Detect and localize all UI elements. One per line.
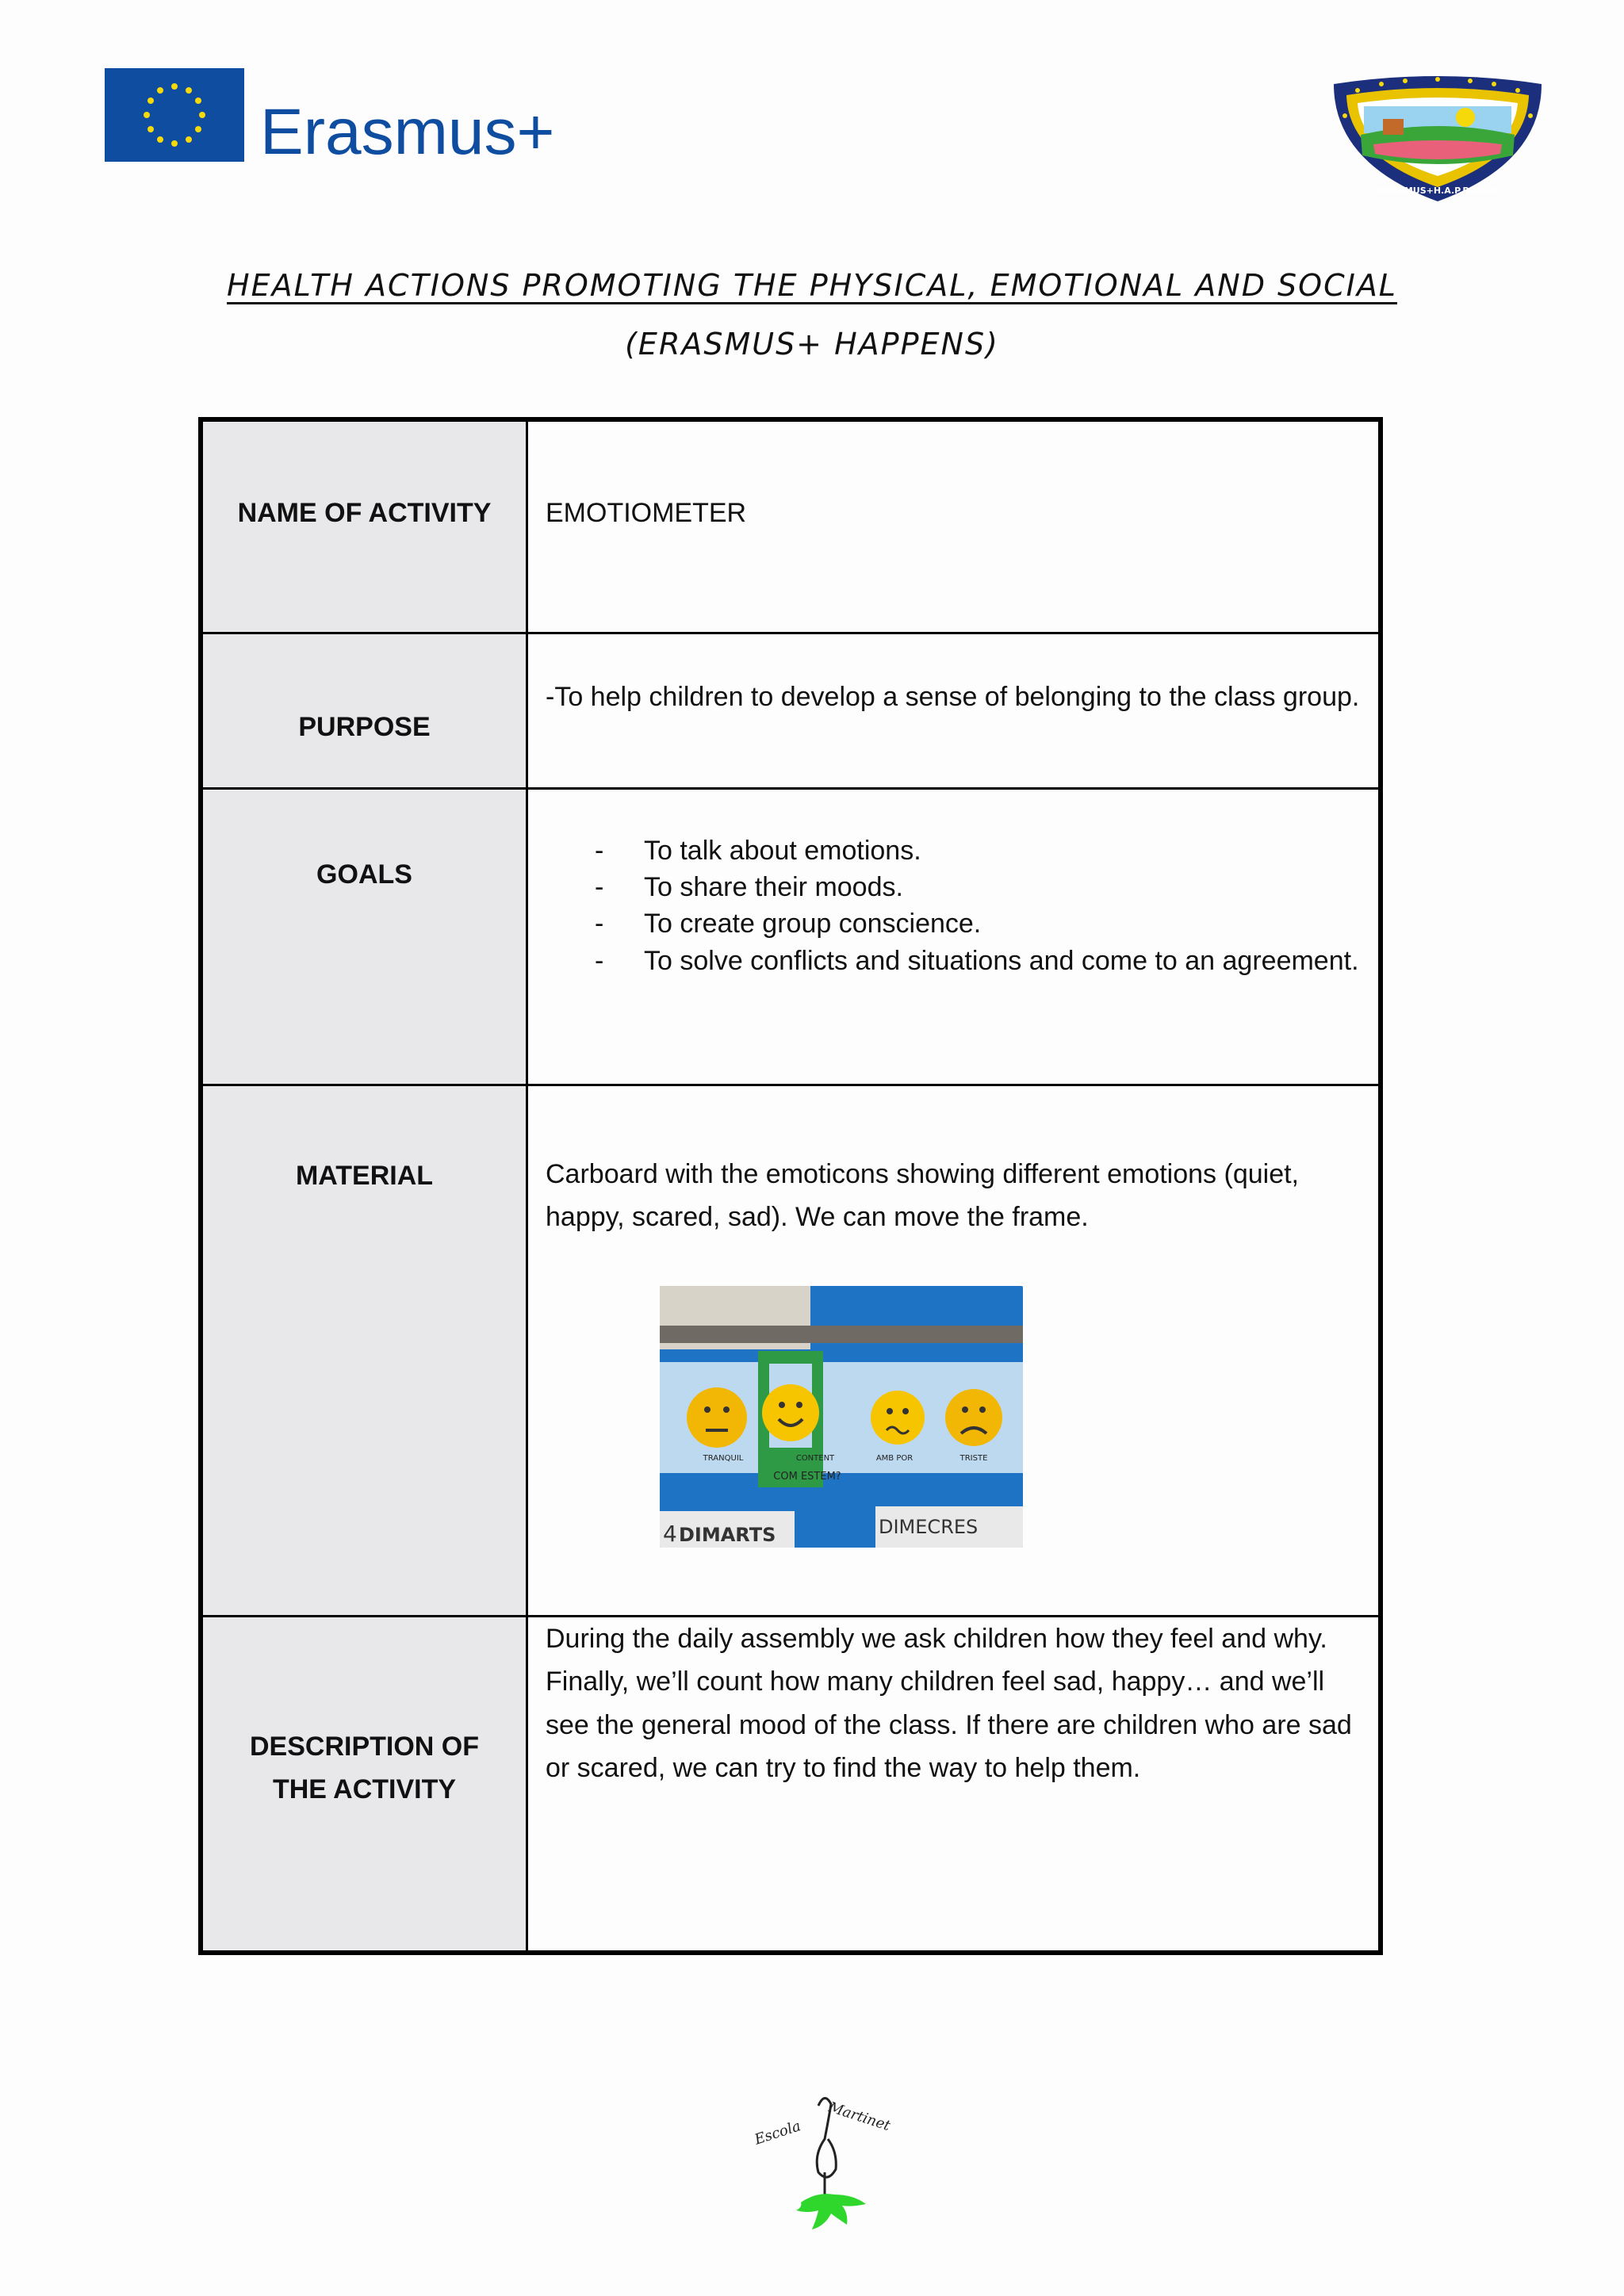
- goal-item: - To create group conscience.: [595, 905, 1361, 942]
- activity-table: [198, 417, 1383, 1955]
- name-of-activity-value: EMOTIOMETER: [528, 422, 1378, 634]
- description-value: During the daily assembly we ask children how they feel and why. Finally, we’ll count how many children feel sad, happy… and we’ll see the general mood of the class. If there are children who are sad or scared, we can try to find the way to help them.: [528, 1617, 1378, 1950]
- photo-day-1: DIMARTS: [679, 1524, 776, 1546]
- photo-label-scared: AMB POR: [875, 1454, 914, 1463]
- photo-question: COM ESTEM?: [773, 1471, 841, 1483]
- erasmus-wordmark: Erasmus+: [260, 96, 555, 168]
- photo-day-number: 4: [663, 1521, 677, 1547]
- header-logos: [0, 0, 1624, 238]
- photo-label-happy: CONTENT: [795, 1454, 835, 1463]
- material-label: MATERIAL: [203, 1086, 528, 1617]
- material-text: Carboard with the emoticons showing different emotions (quiet, happy, scared, sad). We can move the frame.: [546, 1159, 1299, 1233]
- house-icon: [1383, 119, 1404, 135]
- school-badge-logo: [1326, 68, 1549, 205]
- logo-text-escola: Escola: [752, 2118, 803, 2149]
- goal-item: - To share their moods.: [595, 869, 1361, 905]
- logo-text-martinet: Martinet: [826, 2099, 893, 2135]
- photo-label-quiet: TRANQUIL: [703, 1454, 744, 1463]
- goals-label: GOALS: [203, 790, 528, 1086]
- scared-face-icon: [871, 1391, 925, 1445]
- eu-flag: [105, 68, 244, 162]
- sun-icon: [1456, 108, 1475, 127]
- happy-face-icon: [762, 1384, 819, 1441]
- quiet-face-icon: [687, 1387, 747, 1448]
- goals-list: [546, 832, 1361, 979]
- goal-item: - To talk about emotions.: [595, 832, 1361, 869]
- goals-value: [528, 790, 1378, 1086]
- document-title: HEALTH ACTIONS PROMOTING THE PHYSICAL, EMOTIONAL AND SOCIAL: [227, 268, 1397, 303]
- document-subtitle: (ERASMUS+ HAPPENS): [625, 327, 999, 362]
- description-label: DESCRIPTION OF THE ACTIVITY: [203, 1617, 528, 1950]
- emotiometer-photo: [660, 1286, 1023, 1548]
- name-of-activity-label: NAME OF ACTIVITY: [203, 422, 528, 634]
- escola-martinet-logo: [745, 2084, 904, 2242]
- photo-day-2: DIMECRES: [879, 1516, 979, 1538]
- purpose-label: PURPOSE: [203, 634, 528, 790]
- material-value: [528, 1086, 1378, 1617]
- badge-text: ERASMUS+H.A.P.P.E.N.S: [1378, 186, 1497, 196]
- goal-item: - To solve conflicts and situations and come to an agreement.: [595, 943, 1361, 979]
- purpose-value: -To help children to develop a sense of belonging to the class group.: [528, 634, 1378, 790]
- erasmus-plus-logo: [105, 68, 573, 171]
- sad-face-icon: [945, 1389, 1002, 1446]
- green-hand-icon: [796, 2194, 866, 2229]
- photo-label-sad: TRISTE: [959, 1454, 988, 1463]
